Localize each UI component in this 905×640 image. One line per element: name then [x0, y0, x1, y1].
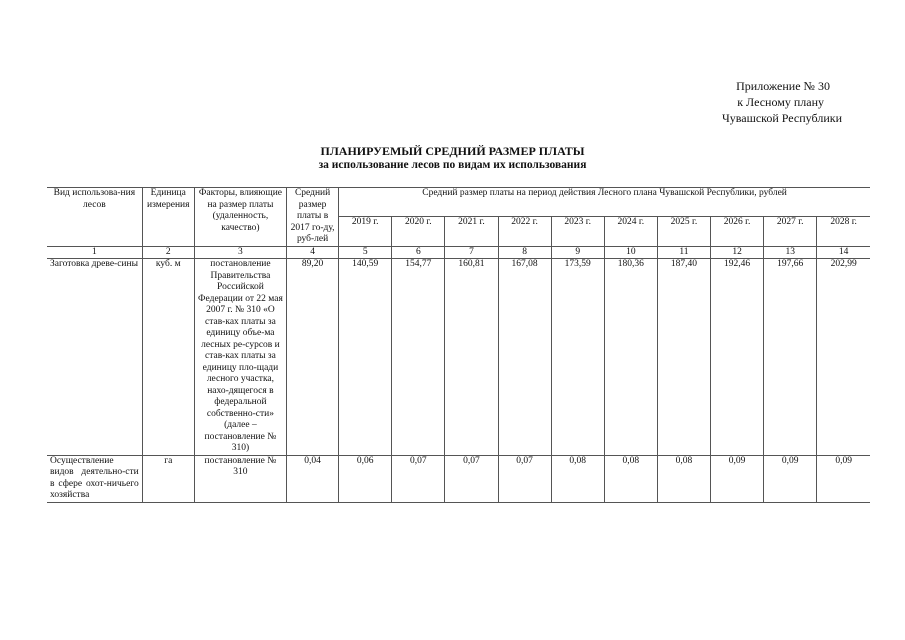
row-unit: га [142, 455, 194, 502]
column-number: 7 [445, 246, 498, 259]
row-value: 192,46 [711, 259, 764, 456]
row-value: 202,99 [817, 259, 870, 456]
row-value: 0,08 [604, 455, 657, 502]
header-type: Вид использова-ния лесов [47, 188, 142, 247]
row-value: 0,09 [817, 455, 870, 502]
header-year: 2024 г. [604, 217, 657, 246]
row-value: 180,36 [604, 259, 657, 456]
document-subtitle: за использование лесов по видам их использования [318, 159, 587, 171]
row-value: 160,81 [445, 259, 498, 456]
document-title: ПЛАНИРУЕМЫЙ СРЕДНИЙ РАЗМЕР ПЛАТЫ [320, 144, 585, 158]
row-value: 167,08 [498, 259, 551, 456]
row-factors: постановление № 310 [194, 455, 286, 502]
row-value: 0,08 [657, 455, 710, 502]
header-year: 2022 г. [498, 217, 551, 246]
row-value: 0,09 [711, 455, 764, 502]
header-year: 2023 г. [551, 217, 604, 246]
row-value: 197,66 [764, 259, 817, 456]
document-title-block [100, 144, 805, 172]
row-value: 0,07 [498, 455, 551, 502]
column-number: 5 [339, 246, 392, 259]
appendix-reference: к Лесному плану [737, 95, 824, 109]
appendix-number: Приложение № 30 [736, 79, 830, 93]
appendix-republic: Чувашской Республики [721, 111, 842, 125]
header-unit: Единица измерения [142, 188, 194, 247]
payment-table [47, 187, 870, 503]
column-number: 2 [142, 246, 194, 259]
row-value: 0,06 [339, 455, 392, 502]
row-factors: постановление Правительства Российской Федерации от 22 мая 2007 г. № 310 «О став-ках платы за единицу объе-ма лесных ре-сурсов и став-ках платы за единицу пло-щади лесного участка, нахо-дящегося в федеральной собственно-сти» (далее – постановление № 310) [194, 259, 286, 456]
table-row [47, 455, 870, 502]
column-number: 4 [287, 246, 339, 259]
row-value: 0,07 [392, 455, 445, 502]
column-number-row [47, 246, 870, 259]
column-number: 11 [657, 246, 710, 259]
header-avg-2017: Средний размер платы в 2017 го-ду, руб-лей [287, 188, 339, 247]
row-value: 0,09 [764, 455, 817, 502]
header-period: Средний размер платы на период действия Лесного плана Чувашской Республики, рублей [339, 188, 870, 217]
row-type: Осуществление видов деятельно-сти в сфере охот-ничьего хозяйства [47, 455, 142, 502]
row-value: 187,40 [657, 259, 710, 456]
appendix-header [642, 78, 842, 126]
header-year: 2026 г. [711, 217, 764, 246]
header-year: 2028 г. [817, 217, 870, 246]
row-type: Заготовка древе-сины [47, 259, 142, 456]
header-year: 2020 г. [392, 217, 445, 246]
column-number: 6 [392, 246, 445, 259]
column-number: 10 [604, 246, 657, 259]
row-avg-2017: 0,04 [287, 455, 339, 502]
row-value: 154,77 [392, 259, 445, 456]
column-number: 12 [711, 246, 764, 259]
column-number: 1 [47, 246, 142, 259]
row-value: 0,07 [445, 455, 498, 502]
header-year: 2021 г. [445, 217, 498, 246]
column-number: 13 [764, 246, 817, 259]
column-number: 8 [498, 246, 551, 259]
row-unit: куб. м [142, 259, 194, 456]
header-year: 2025 г. [657, 217, 710, 246]
row-value: 140,59 [339, 259, 392, 456]
row-value: 173,59 [551, 259, 604, 456]
column-number: 3 [194, 246, 286, 259]
header-year: 2019 г. [339, 217, 392, 246]
header-factors: Факторы, влияющие на размер платы (удаленность, качество) [194, 188, 286, 247]
column-number: 14 [817, 246, 870, 259]
row-avg-2017: 89,20 [287, 259, 339, 456]
column-number: 9 [551, 246, 604, 259]
header-row-top [47, 188, 870, 217]
header-year: 2027 г. [764, 217, 817, 246]
row-value: 0,08 [551, 455, 604, 502]
table-row [47, 259, 870, 456]
